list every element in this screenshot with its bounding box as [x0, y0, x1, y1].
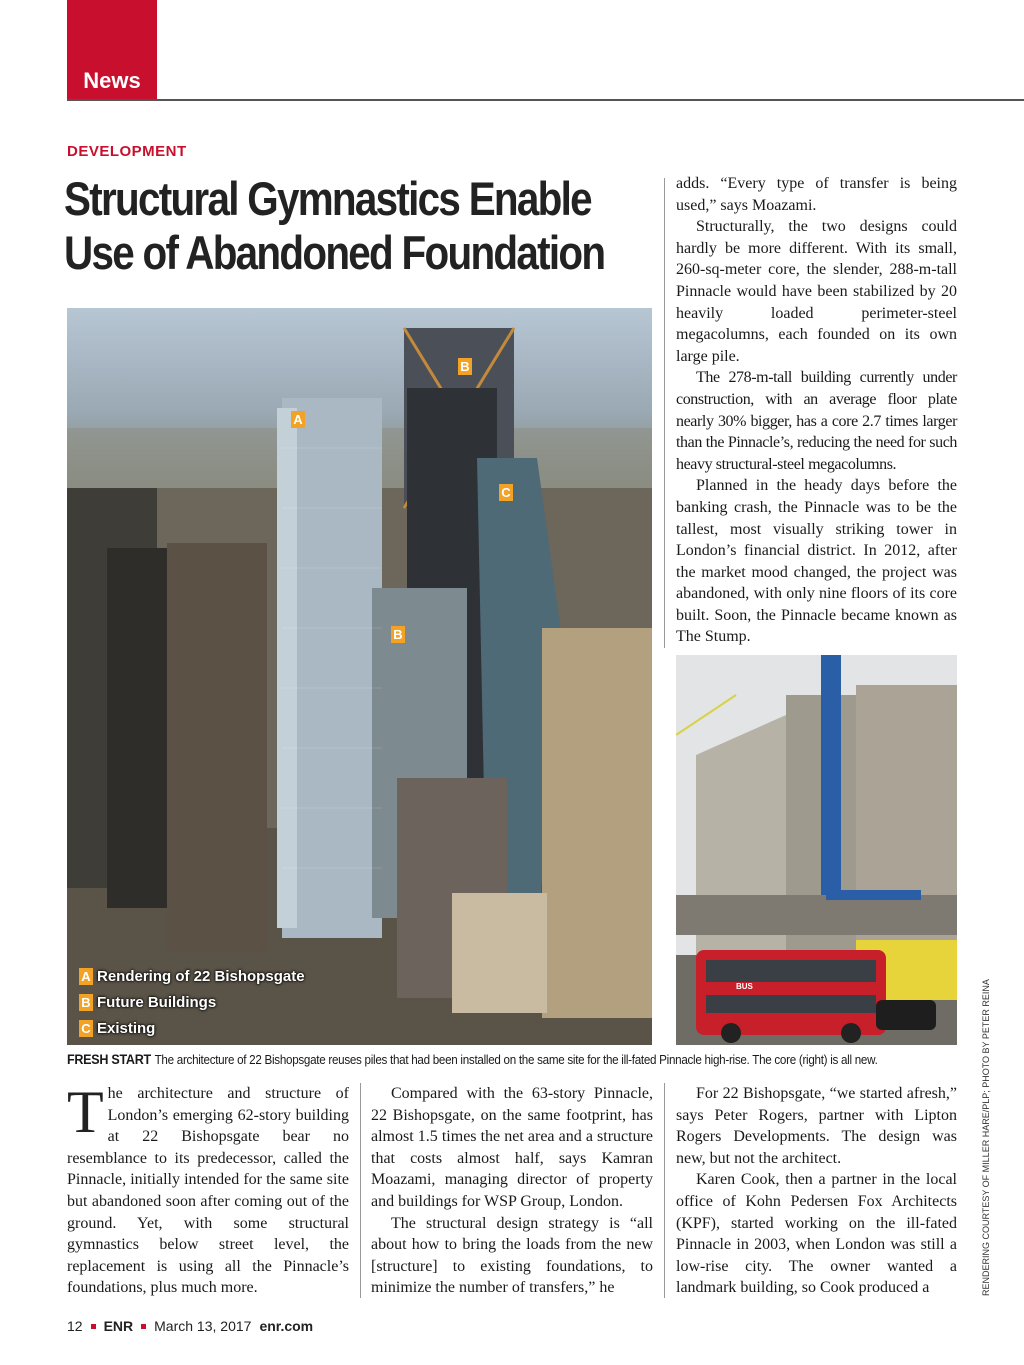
- header-rule: [67, 99, 1024, 101]
- drop-cap: T: [67, 1079, 104, 1145]
- body-column-3: For 22 Bishopsgate, “we started afresh,” says Peter Rogers, partner with Lipton Rogers Developments. The design was new, but not the architect. Karen Cook, then a partner in the local office of Kohn Pedersen Fox Architects (KPF), started working on the ill-fated Pinnacle in 2003, when London was still a low-rise city. The owner wanted a landmark building, so Cook produced a: [676, 1085, 957, 1297]
- label-b-top: B: [458, 358, 476, 376]
- photo-credit: RENDERING COURTESY OF MILLER HARE/PLP; PHOTO BY PETER REINA: [981, 979, 991, 1296]
- body-column-2: Compared with the 63-story Pinnacle, 22 Bishopsgate, on the same footprint, has almost 1.5 times the net area and a structure that costs almost half, says Kamran Moazami, managing director of property and buildings for WSP Group, London. The structural design strategy is “all about how to bring the loads from the new [structure] to existing foundations, to minimize the number of transfers,” he: [371, 1085, 653, 1297]
- column-rule-1: [360, 1083, 361, 1298]
- label-b-lower: B: [391, 626, 409, 644]
- page-footer: [67, 1318, 313, 1334]
- construction-photo: [676, 655, 957, 1045]
- page-number: 12: [67, 1318, 83, 1334]
- bus-sign: BUS: [736, 982, 753, 991]
- legend-row-c: C Existing: [79, 1015, 305, 1041]
- site-link[interactable]: enr.com: [259, 1318, 314, 1334]
- skyline-illustration: [67, 308, 652, 1045]
- label-c: C: [499, 484, 517, 502]
- label-a: A: [291, 411, 309, 429]
- magazine-name: ENR: [103, 1318, 134, 1334]
- kicker: DEVELOPMENT: [67, 143, 187, 160]
- body-column-1: The architecture and structure of London’s emerging 62-story building at 22 Bishopsgate bear no resemblance to its predecessor, called the Pinnacle, initially intended for the same site but abandoned soon after coming out of the ground. Yet, with some structural gymnastics below street level, the replacement is using all the Pinnacle’s foundations, plus much more.: [67, 1079, 349, 1297]
- right-column-text: adds. “Every type of transfer is being used,” says Moazami. Structurally, the two designs could hardly be more different. With its small, 260-sq-meter core, the slender, 288-m-tall Pinnacle would have been stabilized by 20 heavily loaded perimeter-steel megacolumns, each founded on its own large pile. The 278-m-tall building currently under construction, with an average floor plate nearly 30% bigger, has a core 2.7 times larger than the Pinnacle’s, reducing the need for such heavy structural-steel megacolumns. Planned in the heady days before the banking crash, the Pinnacle was to be the tallest, most visually striking tower in London’s financial district. In 2012, after the market mood changed, the project was abandoned, with only nine floors of its core built. Soon, the Pinnacle became known as The Stump.: [676, 175, 957, 646]
- rendering-photo: [67, 308, 652, 1045]
- construction-illustration: [676, 655, 957, 1045]
- footer-separator: [91, 1324, 96, 1329]
- section-tab: News: [67, 0, 157, 100]
- issue-date: March 13, 2017: [154, 1318, 252, 1334]
- headline: Structural Gymnastics Enable Use of Abandoned Foundation: [64, 172, 605, 279]
- photo-legend: [79, 963, 305, 1041]
- column-rule-top: [664, 178, 665, 648]
- footer-separator: [141, 1324, 146, 1329]
- photo-caption: FRESH START The architecture of 22 Bishopsgate reuses piles that had been installed on the same site for the ill-fated Pinnacle high-rise. The core (right) is all new.: [67, 1052, 878, 1067]
- legend-row-b: B Future Buildings: [79, 989, 305, 1015]
- column-rule-2: [664, 1083, 665, 1298]
- legend-row-a: A Rendering of 22 Bishopsgate: [79, 963, 305, 989]
